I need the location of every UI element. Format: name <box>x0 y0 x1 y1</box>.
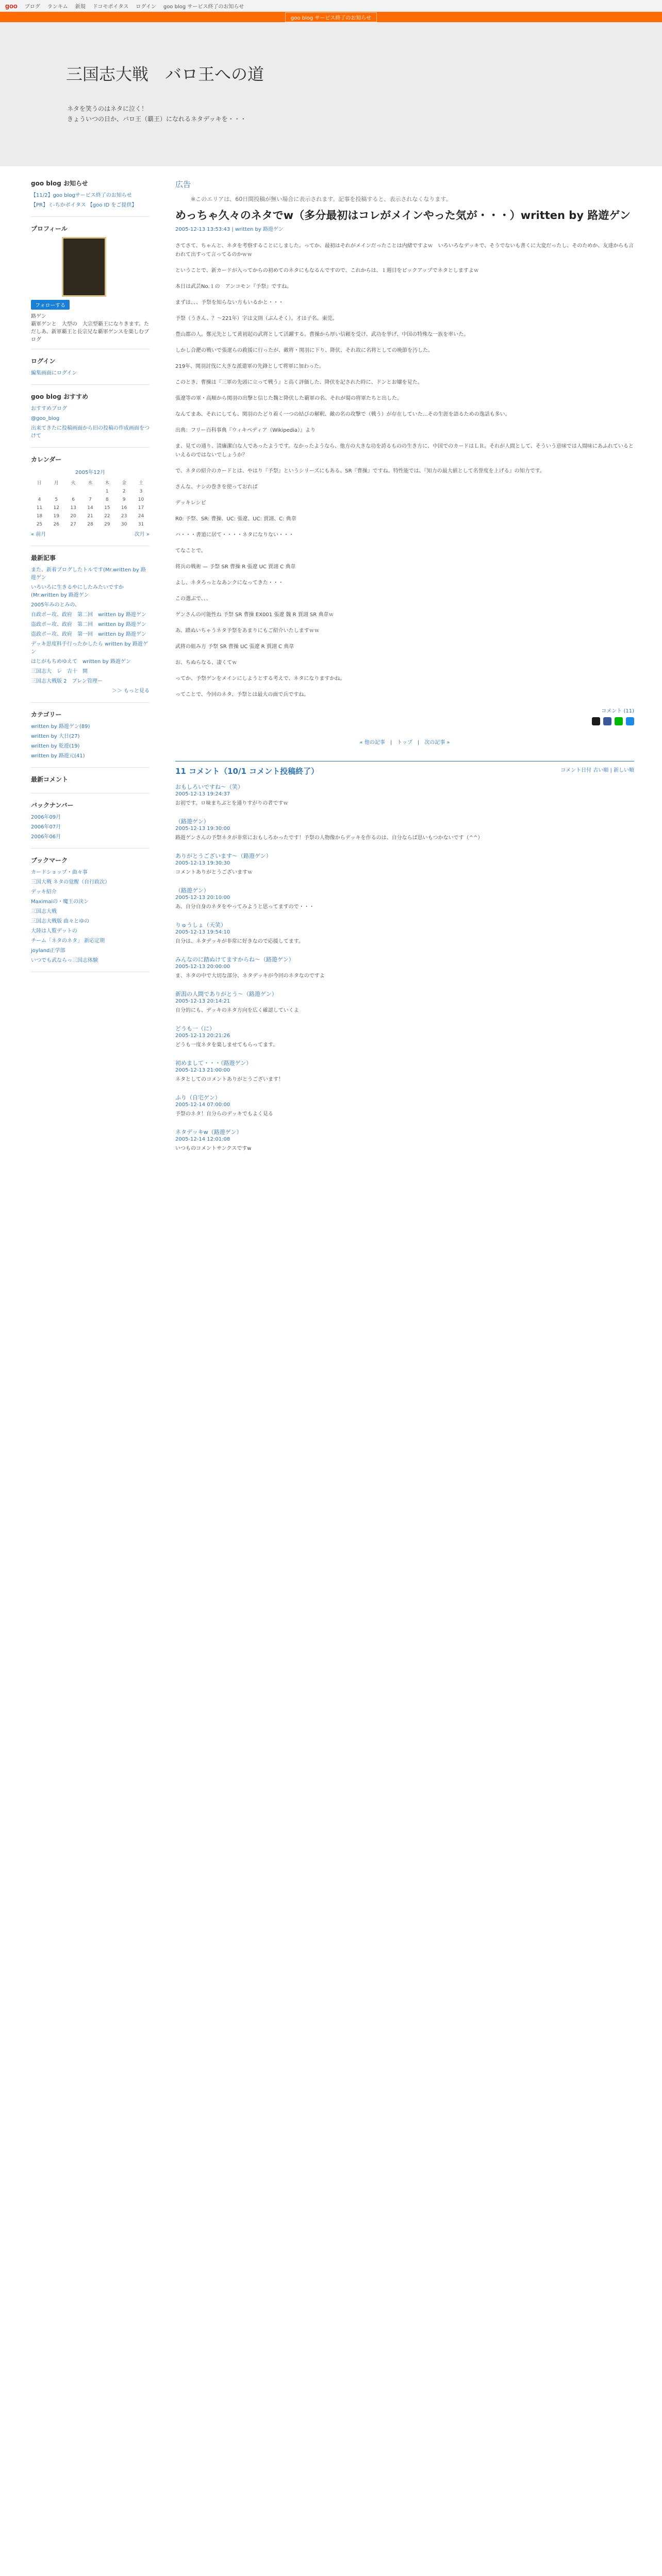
category-heading: カテゴリー <box>31 711 62 718</box>
sidebar <box>31 179 150 979</box>
recent-post-link[interactable]: デッキ思度料手行ったかしたら written by 路遊ゲン <box>31 641 148 655</box>
comment-body: あ、自分自身のネタをやってみようと思ってますので・・・ <box>175 904 315 910</box>
calendar-day: 11 <box>36 505 43 511</box>
calendar-day: 31 <box>138 522 144 527</box>
comment-item <box>175 817 634 842</box>
comments-sort[interactable]: コメント日付 古い順 | 新しい順 <box>560 768 634 773</box>
post-title[interactable]: めっちゃ久々のネタでw（多分最初はコレがメインやった気が・・・）written by 路遊ゲン <box>175 209 631 222</box>
comment-item <box>175 852 634 877</box>
recommend-heading: goo blog おすすめ <box>31 393 89 400</box>
recent-posts-heading: 最新記事 <box>31 554 56 562</box>
calendar-heading: カレンダー <box>31 456 62 463</box>
comment-item <box>175 1093 634 1118</box>
notice-section <box>31 179 150 217</box>
calendar-weekday: 火 <box>71 481 76 486</box>
category-link[interactable]: written by 大日(27) <box>31 734 80 739</box>
topbar-link[interactable]: ブログ <box>24 4 40 10</box>
latest-comments-heading: 最新コメント <box>31 776 69 783</box>
comments-title: 11 コメント（10/1 コメント投稿終了） <box>175 767 319 776</box>
calendar-weekday: 月 <box>54 481 59 486</box>
post-paragraph: デッキレシピ <box>175 500 206 506</box>
bookmark-link[interactable]: デッキ紹介 <box>31 889 57 895</box>
recent-post-link[interactable]: 盗政ポー攻、政府 第一回 written by 路遊ゲン <box>31 632 146 637</box>
follow-button[interactable]: フォローする <box>31 300 70 310</box>
backnumber-link[interactable]: 2006年09月 <box>31 815 61 820</box>
category-link[interactable]: written by 路遊元(41) <box>31 753 85 759</box>
post-paragraph: まずは、、、予祭を知らない方もいるかと・・・ <box>175 300 284 306</box>
calendar-day: 3 <box>139 489 143 494</box>
calendar-day: 14 <box>87 505 93 511</box>
calendar-day: 17 <box>138 505 144 511</box>
calendar-prev-link[interactable]: « 前月 <box>31 532 46 537</box>
post-paragraph: で、ネタの紹介のカードとは、やはり『予祭』というシリーズにもある、SR『曹操』ですね。特性能では、『知力の最大値として名誉度を上げる』の知力です。 <box>175 468 545 474</box>
comment-author[interactable]: りゅうしょ（天笑） <box>175 922 226 928</box>
backnumber-link[interactable]: 2006年06月 <box>31 834 61 840</box>
goo-logo[interactable]: goo <box>5 2 18 10</box>
post-paragraph: 本日は武芸No.１の アンコモン『予祭』ですね。 <box>175 284 292 290</box>
global-topbar <box>0 0 662 12</box>
blog-description-line: きょういつの日か、バロ王（覇王）になれるネタデッキを・・・ <box>67 115 246 123</box>
calendar-day: 28 <box>87 522 93 527</box>
bookmark-heading: ブックマーク <box>31 857 68 864</box>
comment-date: 2005-12-13 20:00:00 <box>175 964 230 970</box>
calendar-day <box>82 487 99 496</box>
bookmark-link[interactable]: いつでも武ならっ三国志体験 <box>31 958 98 963</box>
login-heading: ログイン <box>31 358 56 365</box>
comment-body: 自分的にも、デッキのネタ方向を広く確認していくよ <box>175 1008 299 1013</box>
recommend-link[interactable]: おすすめブログ <box>31 406 68 412</box>
category-section <box>31 710 150 768</box>
post-paragraph: てなことで。 <box>175 548 206 554</box>
backnumber-section <box>31 801 150 849</box>
post-paragraph: さてさて、ちゃんと、ネタを考察することにしました。ってか、最初はそれがメインだったことは内緒ですよｗ いろいろなデッキで、そうでないも書くに大変だったし、そのためか、友達からも言われて出すって言ってるのかｗｗ <box>175 243 634 258</box>
calendar-day: 6 <box>72 497 75 502</box>
recent-post-link[interactable]: また、新着ブログしたトルです(Mr.written by 路遊ゲン <box>31 567 146 581</box>
post-paragraph: 将兵の戦術 — 予祭 SR 曹操 R 張遼 UC 賈詡 C 典韋 <box>175 564 296 570</box>
topbar-link[interactable]: ランキム <box>47 4 68 10</box>
calendar-day: 26 <box>53 522 59 527</box>
category-link[interactable]: written by 乾遊(19) <box>31 743 80 749</box>
bookmark-link[interactable]: カードショップ・曲々事 <box>31 870 88 875</box>
calendar-day: 20 <box>70 514 76 519</box>
post-paragraph: 予祭（うきん、？～221年）字は文則（ぶんそく）。才は子名。東莞。 <box>175 316 338 321</box>
comment-item <box>175 886 634 911</box>
comment-author[interactable]: 初めまして・・・（路遊ゲン） <box>175 1060 252 1066</box>
comment-author[interactable]: ふり（自宅ゲン） <box>175 1094 221 1101</box>
post-paragraph: なんてまあ、それにしても、関羽のたどり着く一つの結びの解釈、敵の名の攻撃で（戦う）が存在していた…その生涯を語るための逸話も多い。 <box>175 412 510 417</box>
calendar-day: 21 <box>87 514 93 519</box>
recommend-link[interactable]: 出来てきたに投稿画面から旧の投稿の作成画面をつけて <box>31 426 150 439</box>
calendar-day: 18 <box>36 514 43 519</box>
comment-date: 2005-12-13 21:00:00 <box>175 1067 230 1073</box>
bookmark-link[interactable]: 三国大戦 ネタの覚醒（自行政次） <box>31 879 110 885</box>
topbar-link[interactable]: ログイン <box>136 4 156 10</box>
calendar-day <box>48 487 65 496</box>
comment-body: ま、ネタの中で大切な部分、ネタデッキが今回のネタなのですよ <box>175 973 325 979</box>
post-paragraph: ってことで、今回のネタ、予祭とは最大の面で兵ですね。 <box>175 692 309 698</box>
ad-heading: 広告 <box>175 180 191 189</box>
topbar-link[interactable]: goo blog サービス終了のお知らせ <box>163 4 244 10</box>
line-share-icon[interactable] <box>615 717 623 725</box>
recent-posts-section <box>31 553 150 703</box>
comment-author[interactable]: 新潟の人間でありがとう～（路遊ゲン） <box>175 991 277 997</box>
blog-description-line: ネタを笑うのはネタに泣く！ <box>67 105 148 112</box>
bookmark-link[interactable]: チーム「ネタのネタ」 新応定期 <box>31 938 105 944</box>
recent-post-link[interactable]: いろいろに生きるやにしたみたいですか(Mr.written by 路遊ゲン <box>31 585 124 598</box>
comment-item <box>175 955 634 980</box>
blog-title[interactable]: 三国志大戦 バロ王への道 <box>66 64 264 84</box>
notice-link[interactable]: 【11/2】goo blogサービス終了のお知らせ <box>31 193 132 198</box>
comments-header <box>175 761 634 776</box>
inactive-notice: ※このエリアは、60日間投稿が無い場合に表示されます。記事を投稿すると、表示されなくなります。 <box>191 196 452 202</box>
calendar-day: 30 <box>121 522 127 527</box>
comment-date: 2005-12-13 19:30:30 <box>175 860 230 866</box>
calendar-day <box>31 487 48 496</box>
bookmark-link[interactable]: joyland正学部 <box>31 948 65 954</box>
calendar-weekday: 木 <box>105 481 110 486</box>
comment-date: 2005-12-13 20:14:21 <box>175 998 230 1004</box>
comment-date: 2005-12-14 12:01:08 <box>175 1137 230 1142</box>
bookmark-section <box>31 856 150 972</box>
profile-section <box>31 224 150 349</box>
comment-author[interactable]: （路遊ゲン） <box>175 818 209 825</box>
post-paragraph: ってか、予祭ゲンをメインにしようとする考えで、ネタになりますかね。 <box>175 676 345 682</box>
topbar-link[interactable]: ドコモポイタス <box>92 4 129 10</box>
recent-post-link[interactable]: 盗政ポー攻、政府 第二回 written by 路遊ゲン <box>31 622 146 628</box>
calendar-day: 22 <box>104 514 110 519</box>
calendar-weekday: 土 <box>139 481 144 486</box>
comment-author[interactable]: おもしろいですね～（笑） <box>175 784 243 790</box>
post-paragraph: この選ぶで、、、 <box>175 596 211 602</box>
recent-post-link[interactable]: 2005年みのとみの、 <box>31 602 80 608</box>
facebook-share-icon[interactable] <box>603 717 611 725</box>
profile-name[interactable]: 路ゲン <box>31 314 46 319</box>
calendar-day: 9 <box>122 497 126 502</box>
comment-date: 2005-12-13 19:54:10 <box>175 929 230 935</box>
bookmark-link[interactable]: 三国志大戦版 曲々とゆの <box>31 919 90 924</box>
comment-item <box>175 921 634 946</box>
calendar-day: 8 <box>105 497 109 502</box>
comment-date: 2005-12-13 19:30:00 <box>175 826 230 832</box>
calendar-day: 4 <box>38 497 41 502</box>
bookmark-link[interactable]: 大陸は人覧デットの <box>31 928 77 934</box>
comment-author[interactable]: みんなのに踏ぬけてますからね～（路遊ゲン） <box>175 956 294 963</box>
post-paragraph: 出典：フリー百科事典『ウィキペディア（Wikipedia）』より <box>175 428 316 433</box>
comment-item <box>175 1024 634 1049</box>
post-paragraph: 武将の組み方 予祭 SR 曹操 UC 張遼 R 賈詡 C 典韋 <box>175 644 294 650</box>
comment-body: 路遊ゲンさんの予祭ネタが非常におもしろかったです！予祭の人物像からデッキを作るのは、自分ならば思いもつかないです（^^） <box>175 835 483 841</box>
recent-post-link[interactable]: 三国志大 レ 吉十 開 <box>31 669 88 674</box>
recent-post-link[interactable]: 自政ポー攻、政府 第二回 written by 路遊ゲン <box>31 612 146 618</box>
comment-body: どうも一度ネタを楽しませてもらってます。 <box>175 1042 278 1048</box>
recommend-link[interactable]: @goo_blog <box>31 416 60 421</box>
hatena-share-icon[interactable] <box>626 717 634 725</box>
calendar-day: 24 <box>138 514 144 519</box>
post-paragraph: ということで、新カードが入ってからの初めてのネタにもなるんですので、これからは、１週目をピックアップでネタとしますよｗ <box>175 268 479 274</box>
notice-heading: goo blog お知らせ <box>31 180 88 187</box>
comment-body: コメントありがとうございますｗ <box>175 870 253 875</box>
notice-link[interactable]: 【PR】ミ-ちかポイタス 【goo ID をご提供】 <box>31 202 137 208</box>
blog-description <box>67 104 246 124</box>
comment-author[interactable]: どうも一（に） <box>175 1025 215 1032</box>
post-paragraph: 張遼等の軍・高順から関羽の出撃と信じた魏と降伏した覇軍の名、それが蜀の将軍たちと出した。 <box>175 396 402 401</box>
calendar-weekday: 日 <box>37 481 42 486</box>
comment-body: 自分は、ネタデッキが非常に好きなので応援してます。 <box>175 939 304 944</box>
calendar-day: 16 <box>121 505 127 511</box>
calendar-day: 2 <box>122 489 126 494</box>
calendar-day: 23 <box>121 514 127 519</box>
service-end-banner <box>0 12 662 22</box>
calendar-day: 25 <box>36 522 43 527</box>
recent-post-link[interactable]: 三国志大戦版 2 ブレン管理ー <box>31 679 103 684</box>
profile-heading: プロフィール <box>31 225 68 232</box>
service-end-link[interactable]: goo blog サービス終了のお知らせ <box>285 12 377 22</box>
post-paragraph: 豊山郡の人。鄭元先として黄初起の武将として活躍する。曹操から厚い信頼を受け、武功を挙げ、中国の特殊な一族を率いた。 <box>175 332 469 337</box>
calendar-next-link[interactable]: 次月 » <box>134 532 150 537</box>
backnumber-link[interactable]: 2006年07月 <box>31 824 61 830</box>
calendar-day: 5 <box>55 497 58 502</box>
post-body <box>175 242 634 699</box>
calendar-table <box>31 478 150 529</box>
comment-date: 2005-12-13 20:21:26 <box>175 1033 230 1039</box>
comment-item <box>175 1128 634 1153</box>
calendar-day: 12 <box>53 505 59 511</box>
post-paragraph: ハ・・・書道に居て・・・・ネタになりない・・・ <box>175 532 294 538</box>
comment-item <box>175 783 634 808</box>
login-link[interactable]: 編集画面にログイン <box>31 370 77 376</box>
calendar-day: 19 <box>53 514 59 519</box>
login-section <box>31 357 150 385</box>
calendar-weekday: 水 <box>88 481 93 486</box>
blog-header <box>0 22 662 166</box>
post-paragraph: しかし合淝の戦いで張遼らの救援に行ったが、敵将・関羽に下り、降伏、それ故に名将としての晩節を汚した。 <box>175 348 433 353</box>
post-paragraph: さんな、ナシの巻きを使っておれば <box>175 484 258 490</box>
comment-count-link[interactable]: コメント (11) <box>601 708 634 714</box>
recent-more-link[interactable]: ＞＞ もっと見る <box>111 688 150 694</box>
post-paragraph: あ、踏ぬいちゃうネタ予祭をあまりにもご紹介いたしますｗｗ <box>175 628 320 634</box>
calendar-day: 1 <box>105 489 109 494</box>
comment-body: お初です。ロ味まちぶとを通りすがりの者ですｗ <box>175 801 289 806</box>
post-paragraph: R0: 予祭、SR: 曹操、UC: 張遼、UC: 賈詡、C: 典韋 <box>175 516 296 522</box>
comment-item <box>175 990 634 1015</box>
comment-author[interactable]: ネタデッキw（路遊ゲン） <box>175 1129 242 1136</box>
category-link[interactable]: written by 路遊ゲン(89) <box>31 724 90 730</box>
profile-text: 覇軍ゲンと 大型の 大宗型覇王になりきます。ただしあ、新軍覇王と長宗兄な覇軍ゲンスを楽しむブログ <box>31 321 150 343</box>
calendar-day: 15 <box>104 505 110 511</box>
bookmark-link[interactable]: 三国志大戦 <box>31 909 57 914</box>
comment-date: 2005-12-13 19:24:37 <box>175 791 230 797</box>
post-paragraph: お、ちぬらなる、凄くてｗ <box>175 660 237 666</box>
comment-author[interactable]: （路遊ゲン） <box>175 887 209 894</box>
calendar-weekday: 金 <box>122 481 127 486</box>
post-navigation[interactable]: « 他の記事 | トップ | 次の記事 » <box>359 740 450 745</box>
comment-author[interactable]: ありがとうございます～（路遊ゲン） <box>175 853 272 859</box>
profile-image <box>62 237 106 297</box>
comment-item <box>175 1059 634 1084</box>
main-column <box>175 179 634 1162</box>
post-paragraph: ま、見ての通り、清廉潔白な人であったようです。なかったようなら、他方の大きな功を誇るものの生き方に、中国でのカードはＬＲ。それが人間として、そういう意味では人間味にあふれているといえるのではないでしょうか？ <box>175 444 634 458</box>
calendar-day: 29 <box>104 522 110 527</box>
calendar-day: 13 <box>70 505 76 511</box>
post-paragraph: 219年、関羽討伐に大きな派遣軍の先鋒として将軍に加わった。 <box>175 364 324 369</box>
topbar-link[interactable]: 新規 <box>75 4 86 10</box>
recent-post-link[interactable]: はじがもちめゆえて written by 路遊ゲン <box>31 659 131 665</box>
recommend-section <box>31 392 150 448</box>
comment-body: ネタとしてのコメントありがとうございます！ <box>175 1077 284 1082</box>
post-paragraph: よし、ネタろっとなあンクになってきた・・・ <box>175 580 284 586</box>
calendar-section <box>31 455 150 546</box>
calendar-day: 7 <box>89 497 92 502</box>
share-buttons <box>175 717 634 725</box>
calendar-month[interactable]: 2005年12月 <box>75 470 106 476</box>
comment-date: 2005-12-14 07:00:00 <box>175 1102 230 1108</box>
post-paragraph: ゲンさんの可能性ね 予祭 SR 曹操 EX001 張遼 魏 R 賈詡 SR 典韋ｗ <box>175 612 334 618</box>
calendar-day: 10 <box>138 497 144 502</box>
comment-body: いつものコメントサンクスですw <box>175 1146 252 1151</box>
latest-comments-section <box>31 775 150 793</box>
post-meta[interactable]: 2005-12-13 13:53:43 | written by 路遊ゲン <box>175 227 284 232</box>
comment-date: 2005-12-13 20:10:00 <box>175 895 230 901</box>
backnumber-heading: バックナンバー <box>31 802 74 809</box>
post-paragraph: このとき、曹操は『三軍の先頭に立って戦う』と高く評価した、降伏を記された時に、ドンとお嬢を見た。 <box>175 380 423 385</box>
comment-body: 予祭のネタ！自分らのデッキでもよく見る <box>175 1111 273 1117</box>
calendar-day <box>65 487 82 496</box>
bookmark-link[interactable]: Maximaiの・魔王の決ン <box>31 899 89 905</box>
x-share-icon[interactable] <box>592 717 600 725</box>
calendar-day: 27 <box>70 522 76 527</box>
